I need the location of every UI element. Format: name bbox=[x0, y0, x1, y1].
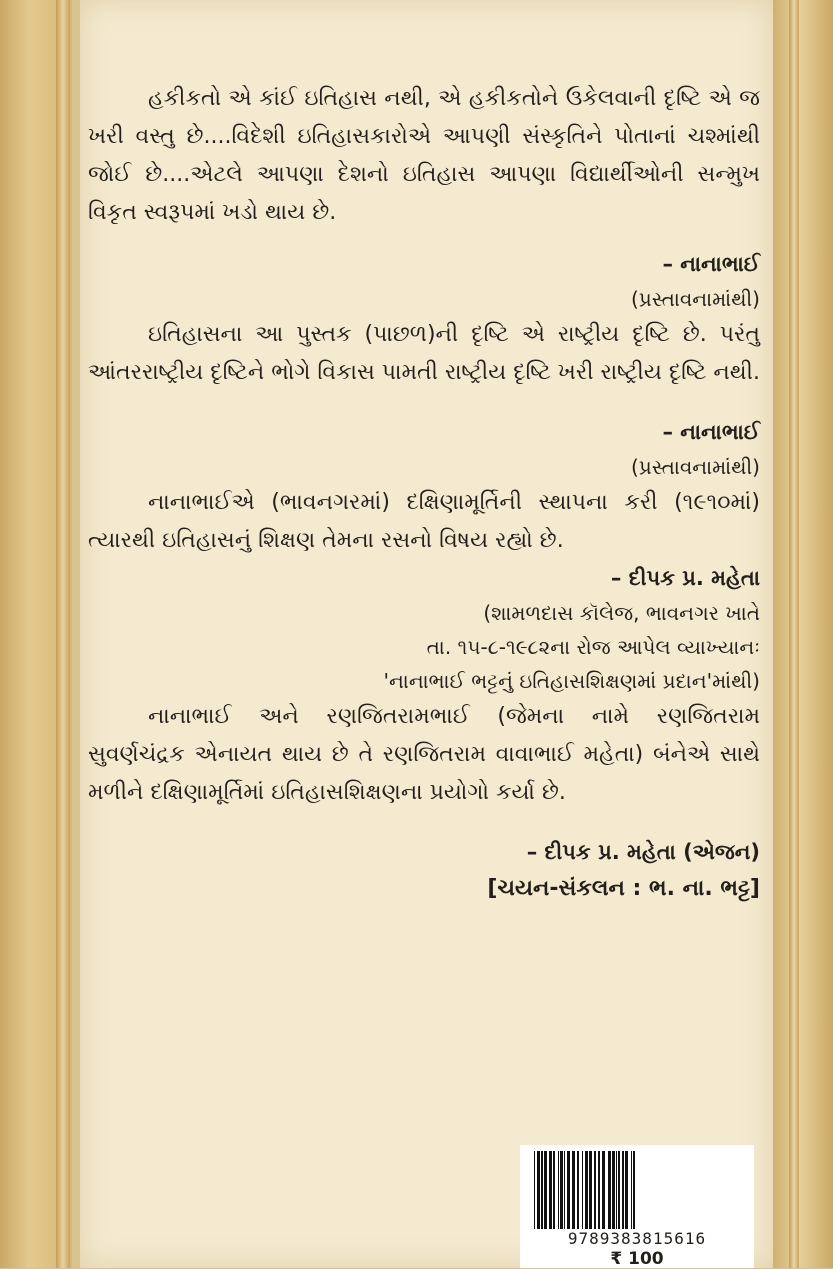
barcode-image bbox=[534, 1151, 739, 1229]
quote-1-author: – નાનાભાઈ bbox=[662, 252, 760, 276]
decorative-stripe-right bbox=[789, 0, 799, 1268]
quote-4-text: નાનાભાઈ અને રણજિતરામભાઈ (જેમના નામે રણજિતરામ સુવર્ણચંદ્રક એનાયત થાય છે તે રણજિતરામ વાવાભાઈ મહેતા) બંનેએ સાથે મળીને દક્ષિણામૂર્તિમાં ઇતિહાસશિક્ષણના પ્રયોગો કર્યા છે. bbox=[88, 704, 760, 805]
quote-3-source-line-1: (શામળદાસ કૉલેજ, ભાવનગર ખાતે bbox=[483, 601, 760, 625]
price-label: ₹ 100 bbox=[610, 1249, 664, 1269]
quote-3-source-line-3: 'નાનાભાઈ ભટ્ટનું ઇતિહાસશિક્ષણમાં પ્રદાન'માંથી) bbox=[383, 669, 760, 693]
quote-1-text: હકીકતો એ કાંઈ ઇતિહાસ નથી, એ હકીકતોને ઉકેલવાની દૃષ્ટિ એ જ ખરી વસ્તુ છે....વિદેશી ઇતિહાસકારોએ આપણી સંસ્કૃતિને પોતાનાં ચશ્માંથી જોઈ છે....એટલે આપણા દેશનો ઇતિહાસ આપણા વિદ્યાર્થીઓની સન્મુખ વિકૃત સ્વરૂપમાં ખડો થાય છે. bbox=[88, 86, 760, 225]
quote-1-source: (પ્રસ્તાવનામાંથી) bbox=[631, 287, 760, 311]
quote-3-source-line-2: તા. ૧૫-૮-૧૯૮૨ના રોજ આપેલ વ્યાખ્યાનઃ bbox=[426, 635, 760, 659]
decorative-stripe-left bbox=[56, 0, 70, 1268]
quote-3-author: – દીપક પ્ર. મહેતા bbox=[610, 566, 760, 590]
isbn-number: 9789383815616 bbox=[567, 1229, 707, 1248]
quote-2-text: ઇતિહાસના આ પુસ્તક (પાછળ)ની દૃષ્ટિ એ રાષ્ટ્રીય દૃષ્ટિ છે. પરંતુ આંતરરાષ્ટ્રીય દૃષ્ટિને ભોગે વિકાસ પામતી રાષ્ટ્રીય દૃષ્ટિ ખરી રાષ્ટ્રીય દૃષ્ટિ નથી. bbox=[88, 322, 760, 385]
barcode-bar bbox=[635, 1151, 636, 1229]
quote-2-author: – નાનાભાઈ bbox=[662, 420, 760, 444]
book-edge-right bbox=[771, 0, 833, 1268]
quotes-block bbox=[88, 80, 760, 908]
quote-3-text: નાનાભાઈએ (ભાવનગરમાં) દક્ષિણામૂર્તિની સ્થાપના કરી (૧૯૧૦માં) ત્યારથી ઇતિહાસનું શિક્ષણ તેમના રસનો વિષય રહ્યો છે. bbox=[88, 490, 760, 553]
quote-4-author: – દીપક પ્ર. મહેતા (એજન) bbox=[526, 840, 760, 864]
barcode-label bbox=[520, 1145, 754, 1268]
quote-2-source: (પ્રસ્તાવનામાંથી) bbox=[631, 455, 760, 479]
compiler-credit: [ચયન-સંકલન : ભ. ના. ભટ્ટ] bbox=[487, 876, 760, 901]
